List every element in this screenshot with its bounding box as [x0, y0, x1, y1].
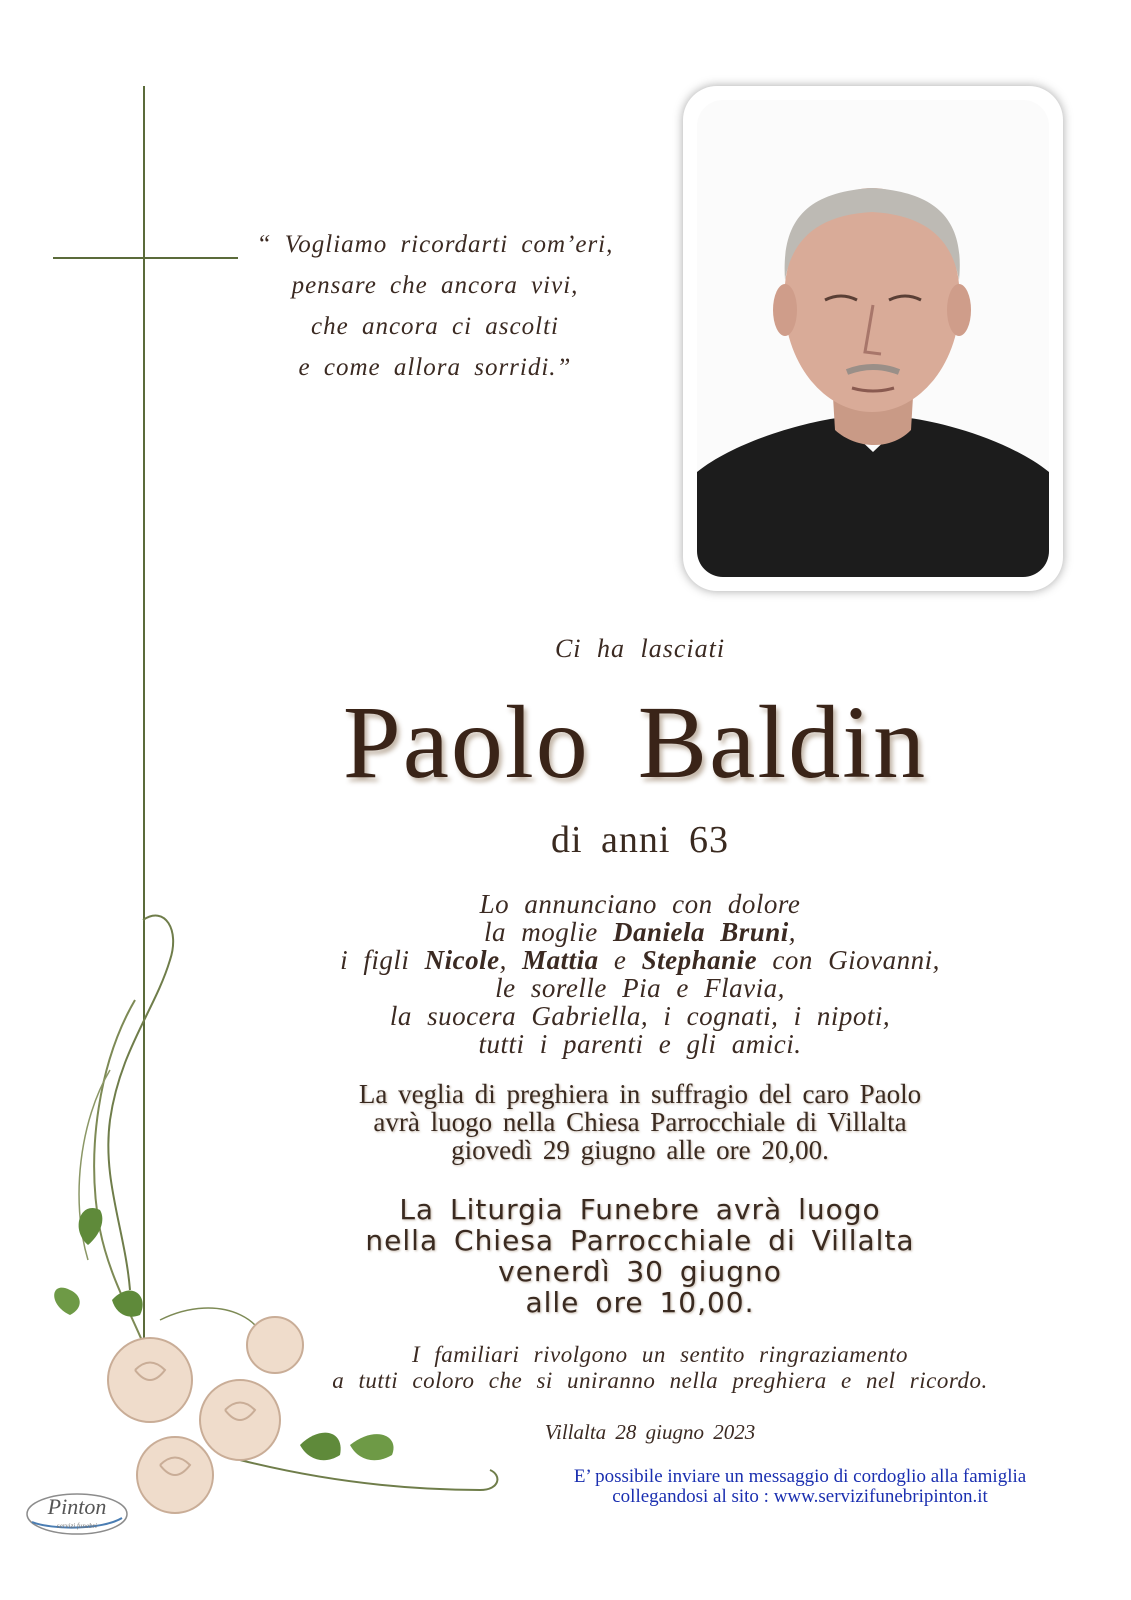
- family-line: Lo annunciano con dolore: [479, 889, 801, 919]
- funeral-line: La Liturgia Funebre avrà luogo: [399, 1193, 881, 1226]
- funeral-line: alle ore 10,00.: [525, 1286, 755, 1319]
- child-name: Stephanie: [641, 945, 758, 975]
- text-segment: ,: [499, 945, 523, 975]
- quote-line: che ancora ci ascolti: [311, 313, 559, 340]
- svg-text:Pinton: Pinton: [47, 1494, 107, 1519]
- child-name: Nicole: [424, 945, 500, 975]
- rose-decoration: [40, 900, 510, 1540]
- text-segment: la moglie: [483, 917, 613, 947]
- condolence-info[interactable]: [520, 1467, 1080, 1507]
- text-segment: ,: [788, 917, 797, 947]
- condolence-link[interactable]: collegandosi al sito : www.servizifunebripinton.it: [612, 1486, 988, 1507]
- family-line: tutti i parenti e gli amici.: [478, 1029, 802, 1059]
- wife-name: Daniela Bruni: [612, 917, 789, 947]
- portrait-photo: [697, 100, 1049, 577]
- quote-line: pensare che ancora vivi,: [291, 272, 579, 299]
- family-line: le sorelle Pia e Flavia,: [495, 973, 785, 1003]
- pinton-logo: [22, 1484, 132, 1540]
- intro-text: Ci ha lasciati: [554, 634, 726, 663]
- condolence-line: E’ possibile inviare un messaggio di cordoglio alla famiglia: [573, 1466, 1027, 1487]
- thanks-line: I familiari rivolgono un sentito ringraziamento: [411, 1342, 909, 1367]
- vigil-line: giovedì 29 giugno alle ore 20,00.: [451, 1135, 829, 1165]
- funeral-line: venerdì 30 giugno: [498, 1255, 782, 1288]
- quote-line: “ Vogliamo ricordarti com’eri,: [256, 231, 614, 258]
- thanks-line: a tutti coloro che si uniranno nella preghiera e nel ricordo.: [332, 1368, 988, 1393]
- deceased-age: di anni 63: [551, 819, 729, 861]
- family-line: la suocera Gabriella, i cognati, i nipoti,: [389, 1001, 891, 1031]
- deceased-name: Paolo Baldin: [342, 685, 928, 800]
- child-name: Mattia: [522, 945, 599, 975]
- quote-line: e come allora sorridi.”: [298, 354, 572, 381]
- text-segment: i figli: [340, 945, 425, 975]
- portrait-frame: [683, 86, 1063, 591]
- notice-date: Villalta 28 giugno 2023: [544, 1420, 756, 1444]
- funeral-line: nella Chiesa Parrocchiale di Villalta: [365, 1224, 915, 1257]
- portrait-image: [697, 100, 1049, 577]
- text-segment: e: [598, 945, 642, 975]
- vigil-line: avrà luogo nella Chiesa Parrocchiale di Villalta: [373, 1107, 907, 1137]
- memorial-quote: [235, 224, 635, 388]
- text-segment: con Giovanni,: [757, 945, 940, 975]
- vigil-line: La veglia di preghiera in suffragio del caro Paolo: [358, 1079, 922, 1109]
- cross-horizontal: [53, 257, 238, 259]
- svg-text:servizi funebri: servizi funebri: [56, 1522, 98, 1530]
